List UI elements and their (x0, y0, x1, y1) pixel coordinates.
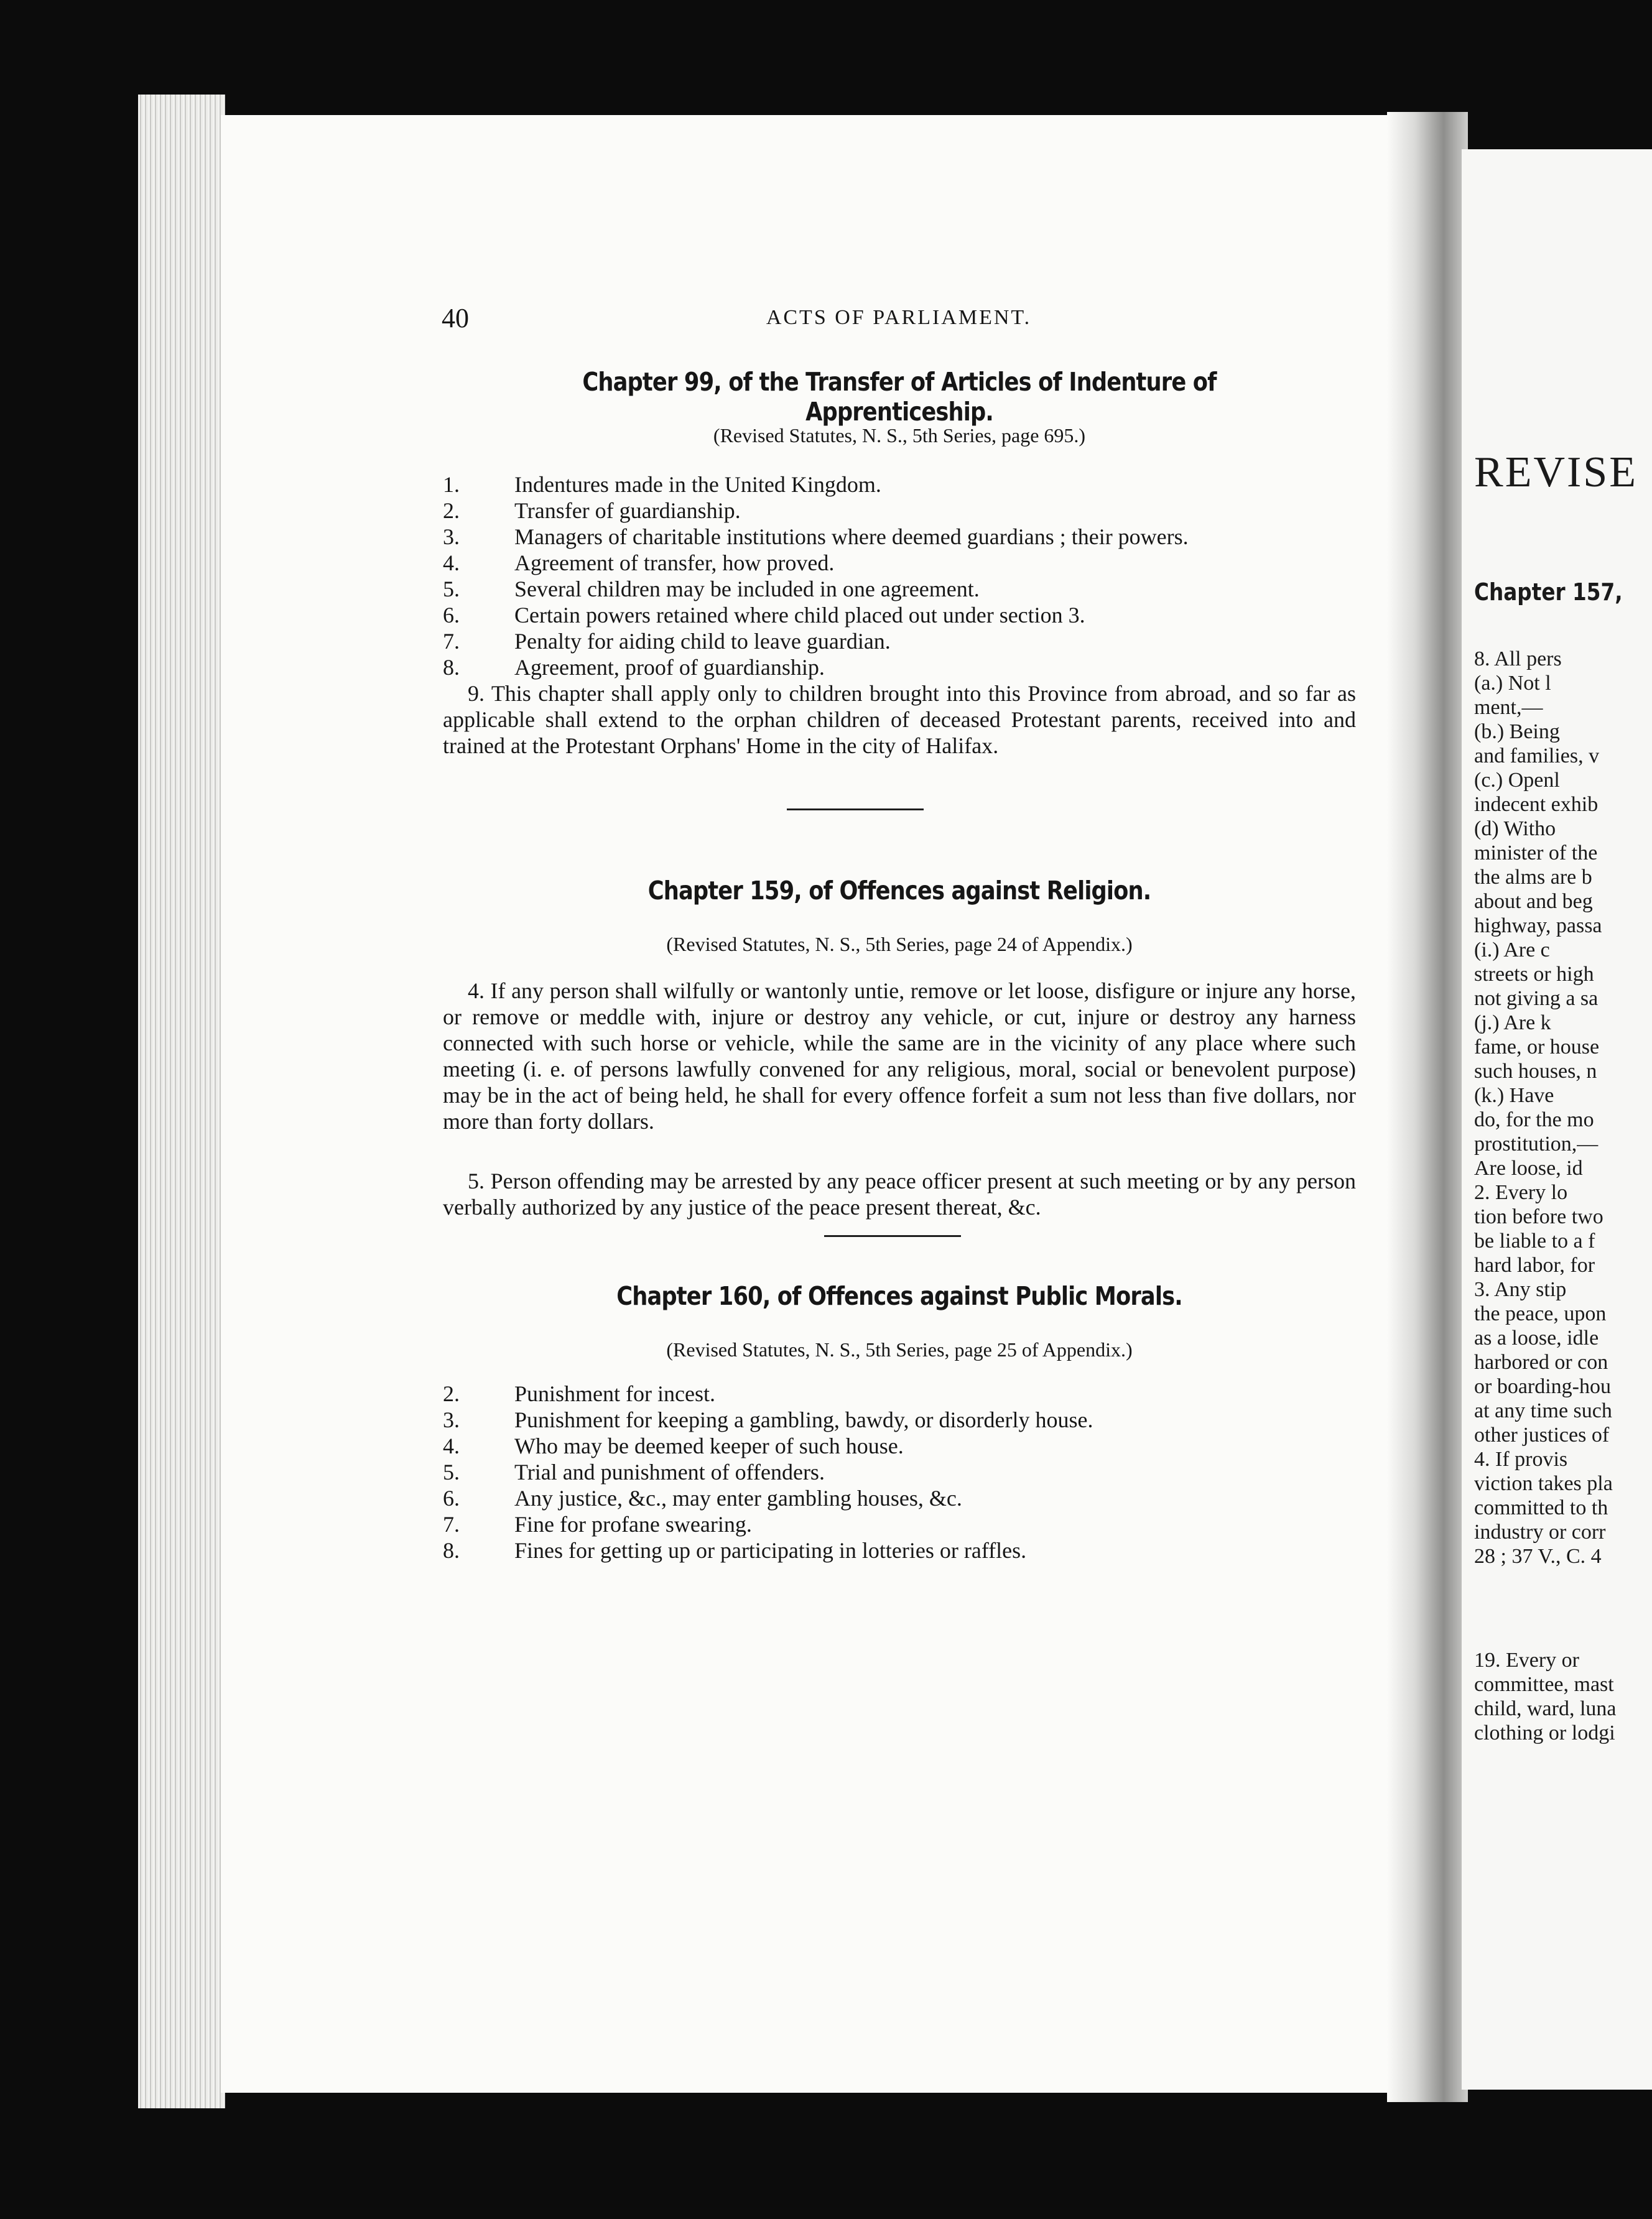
right-page-title: REVISE (1474, 448, 1638, 496)
right-page-line: not giving a sa (1474, 987, 1599, 1010)
item-number: 1. (443, 472, 460, 497)
chapter-160-citation: (Revised Statutes, N. S., 5th Series, page 25 of Appendix.) (666, 1338, 1133, 1361)
list-item (443, 1511, 1356, 1537)
chapter-99-citation: (Revised Statutes, N. S., 5th Series, page 695.) (713, 424, 1086, 447)
right-page-line: (j.) Are k (1474, 1011, 1551, 1034)
right-page-line: be liable to a f (1474, 1230, 1595, 1253)
list-item (443, 628, 1356, 654)
right-page-line: tion before two (1474, 1205, 1603, 1228)
right-page-line: industry or corr (1474, 1521, 1606, 1544)
item-text: Who may be deemed keeper of such house. (514, 1434, 904, 1458)
running-head: ACTS OF PARLIAMENT. (766, 306, 1032, 329)
right-page-line: the alms are b (1474, 866, 1592, 889)
right-page-line: the peace, upon (1474, 1302, 1607, 1325)
right-page-line: Are loose, id (1474, 1157, 1583, 1180)
item-text: Penalty for aiding child to leave guardian. (514, 629, 891, 654)
list-item (443, 1459, 1356, 1485)
chapter-159-title: Chapter 159, of Offences against Religion. (647, 876, 1151, 906)
item-text: Managers of charitable institutions where deemed guardians ; their powers. (514, 524, 1189, 549)
right-page-line: at any time such (1474, 1399, 1612, 1422)
book-gutter (1387, 112, 1468, 2102)
item-number: 4. (443, 550, 460, 575)
right-page-line: (c.) Openl (1474, 769, 1560, 792)
item-text: Any justice, &c., may enter gambling houses, &c. (514, 1486, 962, 1511)
right-page-line: viction takes pla (1474, 1472, 1613, 1495)
item-text: Transfer of guardianship. (514, 498, 741, 523)
right-page-line: 19. Every or (1474, 1649, 1580, 1672)
item-number: 3. (443, 524, 460, 549)
list-item (443, 550, 1356, 576)
right-page-line: (k.) Have (1474, 1084, 1554, 1107)
list-item (443, 1381, 1356, 1407)
right-page-line: 8. All pers (1474, 647, 1562, 670)
item-text: Fine for profane swearing. (514, 1512, 752, 1537)
page-header (442, 302, 1356, 340)
chapter-160-list (443, 1381, 1356, 1563)
right-page-line: other justices of (1474, 1424, 1610, 1447)
item-text: Certain powers retained where child placed out under section 3. (514, 603, 1085, 628)
item-text: Punishment for incest. (514, 1381, 715, 1406)
item-text: Fines for getting up or participating in lotteries or raffles. (514, 1538, 1027, 1563)
chapter-159-section-5: 5. Person offending may be arrested by any peace officer present at such meeting or by any person verbally authorized by any justice of the peace present thereat, &c. (443, 1169, 1356, 1220)
right-page-line: hard labor, for (1474, 1254, 1595, 1277)
right-page-line: as a loose, idle (1474, 1327, 1599, 1350)
right-page-line: 28 ; 37 V., C. 4 (1474, 1545, 1602, 1568)
right-page-line: (a.) Not l (1474, 672, 1551, 695)
right-page-line: do, for the mo (1474, 1108, 1594, 1131)
right-page-line: child, ward, luna (1474, 1697, 1617, 1720)
list-item (443, 471, 1356, 498)
page-edges (138, 95, 225, 2108)
item-number: 6. (443, 1486, 460, 1511)
item-text: Trial and punishment of offenders. (514, 1460, 825, 1485)
item-number: 4. (443, 1434, 460, 1458)
item-text: Indentures made in the United Kingdom. (514, 472, 881, 497)
list-item (443, 1433, 1356, 1459)
right-page-line: harbored or con (1474, 1351, 1608, 1374)
list-item (443, 498, 1356, 524)
chapter-99-list (443, 471, 1356, 680)
item-number: 8. (443, 1538, 460, 1563)
right-page-line: or boarding-hou (1474, 1375, 1612, 1398)
right-page-line: prostitution,— (1474, 1133, 1599, 1156)
right-page-line: minister of the (1474, 841, 1598, 864)
list-item (443, 1537, 1356, 1563)
list-item (443, 524, 1356, 550)
right-page-line: (d) Witho (1474, 817, 1556, 840)
right-page-line: streets or high (1474, 963, 1594, 986)
right-page-line: clothing or lodgi (1474, 1721, 1615, 1744)
item-number: 6. (443, 603, 460, 628)
item-number: 3. (443, 1407, 460, 1432)
right-page-line: indecent exhib (1474, 793, 1599, 816)
chapter-99-title: Chapter 99, of the Transfer of Articles of Indenture of Apprenticeship. (582, 367, 1217, 427)
chapter-99-section-9: 9. This chapter shall apply only to children brought into this Province from abroad, and so far as applicable shall extend to the orphan children of deceased Protestant parents, received into and trained at the Protestant Orphans' Home in the city of Halifax. (443, 681, 1356, 758)
list-item (443, 576, 1356, 602)
item-number: 5. (443, 1460, 460, 1485)
list-item (443, 654, 1356, 680)
item-text: Several children may be included in one agreement. (514, 577, 980, 601)
right-page-line: ment,— (1474, 696, 1543, 719)
item-number: 8. (443, 655, 460, 680)
page-number: 40 (442, 303, 469, 333)
list-item (443, 1485, 1356, 1511)
list-item (443, 602, 1356, 628)
right-page-line: such houses, n (1474, 1060, 1597, 1083)
section-divider (824, 1235, 961, 1237)
right-page-line: committed to th (1474, 1496, 1608, 1519)
right-page-line: and families, v (1474, 744, 1600, 767)
section-divider (787, 808, 924, 810)
item-text: Agreement of transfer, how proved. (514, 550, 835, 575)
chapter-160-title: Chapter 160, of Offences against Public Morals. (616, 1281, 1182, 1311)
right-page-line: 3. Any stip (1474, 1278, 1567, 1301)
right-page-line: 4. If provis (1474, 1448, 1568, 1471)
chapter-159-section-4: 4. If any person shall wilfully or wantonly untie, remove or let loose, disfigure or injure any horse, or remove or meddle with, injure or destroy any vehicle, or cut, injure or destroy any harness connected with such horse or vehicle, while the same are in the vicinity of any place where such meeting (i. e. of persons lawfully convened for any religious, moral, social or benevolent purpose) may be in the act of being held, he shall for every offence forfeit a sum not less than five dollars, nor more than forty dollars. (443, 978, 1356, 1134)
item-number: 7. (443, 1512, 460, 1537)
list-item (443, 1407, 1356, 1433)
right-page-line: fame, or house (1474, 1035, 1600, 1059)
chapter-159-citation: (Revised Statutes, N. S., 5th Series, page 24 of Appendix.) (666, 933, 1133, 955)
item-text: Agreement, proof of guardianship. (514, 655, 825, 680)
right-page-line: 2. Every lo (1474, 1181, 1568, 1204)
right-page-line: (i.) Are c (1474, 938, 1550, 961)
right-page-line: about and beg (1474, 890, 1593, 913)
right-page-line: highway, passa (1474, 914, 1602, 937)
item-number: 5. (443, 577, 460, 601)
item-number: 7. (443, 629, 460, 654)
right-page-chapter: Chapter 157, (1474, 578, 1623, 606)
item-number: 2. (443, 1381, 460, 1406)
item-number: 2. (443, 498, 460, 523)
right-page-line: committee, mast (1474, 1673, 1614, 1696)
item-text: Punishment for keeping a gambling, bawdy, or disorderly house. (514, 1407, 1093, 1432)
right-page-line: (b.) Being (1474, 720, 1560, 743)
right-page (1462, 149, 1652, 2090)
